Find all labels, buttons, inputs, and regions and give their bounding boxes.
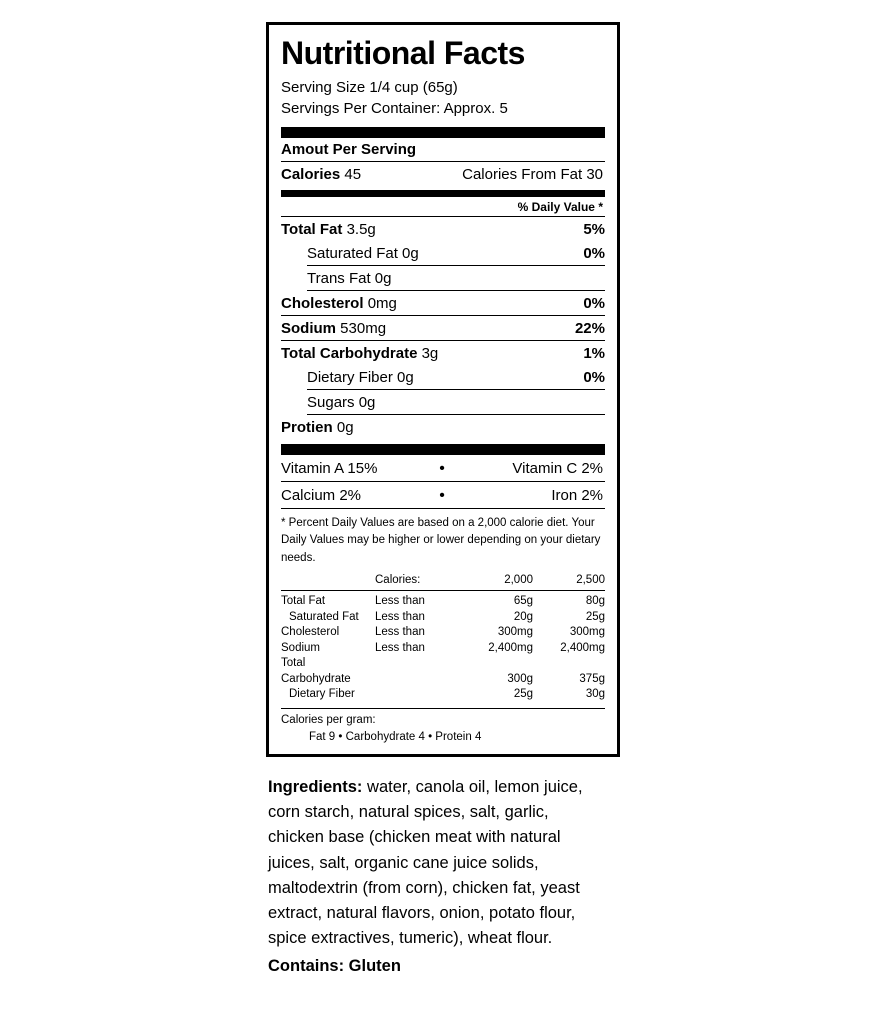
calories-from-fat: Calories From Fat 30 bbox=[462, 166, 603, 184]
nutrient-row-protein bbox=[281, 415, 605, 439]
nutrient-name bbox=[281, 345, 438, 362]
serving-size-text: Serving Size 1/4 cup (65g) bbox=[281, 78, 458, 96]
table-row bbox=[281, 625, 605, 641]
iron: Iron 2% bbox=[551, 487, 604, 505]
dv-row-name: Total Carbohydrate bbox=[281, 657, 351, 685]
dv-row-name: Saturated Fat bbox=[289, 610, 359, 623]
calcium: Calcium 2% bbox=[281, 487, 362, 505]
calories-per-gram-heading: Calories per gram: bbox=[281, 713, 376, 726]
nutrient-name bbox=[281, 295, 397, 312]
dv-row-2500: 25g bbox=[585, 610, 605, 623]
nutrient-dv: 22% bbox=[574, 320, 605, 338]
table-row bbox=[281, 591, 605, 610]
dv-row-2500: 375g bbox=[579, 672, 605, 685]
nutrient-row-total-fat bbox=[281, 216, 605, 241]
calories-label-text: Calories bbox=[281, 166, 341, 184]
ingredients-text: water, canola oil, lemon juice, corn starch, natural spices, salt, garlic, chicken base (chicken meat with natural juices, salt, organic cane juice solids, maltodextrin (from corn), chicken fat, yeast extract, natural flavors, onion, potato flour, spice extractives, tumeric), wheat flour. bbox=[268, 778, 583, 948]
dv-row-name: Sodium bbox=[281, 641, 320, 654]
dv-row-name: Total Fat bbox=[281, 595, 326, 608]
ingredients-heading: Ingredients: bbox=[268, 778, 363, 796]
nutrient-dv: 5% bbox=[583, 221, 605, 239]
nutrient-dv: 0% bbox=[583, 245, 605, 263]
servings-per-container-text: Servings Per Container: Approx. 5 bbox=[281, 100, 508, 118]
divider-thick-bottom bbox=[281, 444, 605, 455]
divider-medium-1 bbox=[281, 190, 605, 197]
calories-per-gram-detail: Fat 9 • Carbohydrate 4 • Protein 4 bbox=[309, 731, 482, 744]
table-row bbox=[281, 656, 605, 687]
dv-table-header-2500: 2,500 bbox=[576, 573, 605, 586]
ingredients-block bbox=[268, 775, 598, 979]
dv-row-qualifier bbox=[375, 656, 461, 687]
dv-row-name: Cholesterol bbox=[281, 626, 340, 639]
nutrient-row-sodium bbox=[281, 315, 605, 340]
dv-row-qualifier: Less than bbox=[375, 595, 425, 608]
dv-table-header-2000: 2,000 bbox=[504, 573, 533, 586]
nutrient-amount: 3.5g bbox=[346, 221, 376, 239]
dv-row-2000: 25g bbox=[513, 688, 533, 701]
calories-row bbox=[281, 161, 605, 186]
nutrient-name bbox=[281, 419, 354, 436]
nutrient-name: Trans Fat 0g bbox=[307, 270, 392, 288]
nutrient-row-sugars bbox=[281, 390, 605, 414]
calories-label bbox=[281, 166, 361, 183]
dv-row-2000: 20g bbox=[513, 610, 533, 623]
nutrient-name: Dietary Fiber 0g bbox=[307, 369, 414, 387]
nutrient-amount: 0g bbox=[336, 419, 354, 437]
nutrient-name-bold: Sodium bbox=[281, 320, 336, 338]
dv-row-qualifier: Less than bbox=[375, 626, 425, 639]
amount-per-serving-label: Amout Per Serving bbox=[281, 141, 417, 159]
nutrient-row-trans-fat bbox=[281, 266, 605, 290]
nutrient-amount: 0mg bbox=[367, 295, 397, 313]
nutrient-row-cholesterol bbox=[281, 291, 605, 315]
nutrient-row-total-carbohydrate bbox=[281, 340, 605, 365]
nutrient-name: Sugars 0g bbox=[307, 394, 376, 412]
nutrient-name-bold: Total Carbohydrate bbox=[281, 345, 418, 363]
nutrient-dv: 0% bbox=[583, 295, 605, 313]
nutrient-dv: 1% bbox=[583, 345, 605, 363]
dv-row-2000: 300g bbox=[507, 672, 533, 685]
nutrient-name-bold: Protien bbox=[281, 419, 333, 437]
daily-value-footnote: * Percent Daily Values are based on a 2,000 calorie diet. Your Daily Values may be higher or lower depending on your dietary needs. bbox=[281, 508, 605, 573]
nutrient-amount: 3g bbox=[421, 345, 439, 363]
nutrient-row-dietary-fiber bbox=[281, 365, 605, 389]
vitamin-a: Vitamin A 15% bbox=[281, 460, 378, 478]
dv-row-2500: 300mg bbox=[569, 626, 605, 639]
bullet-separator-icon: • bbox=[439, 460, 445, 478]
nutrient-name: Saturated Fat 0g bbox=[307, 245, 419, 263]
dv-row-name: Dietary Fiber bbox=[289, 688, 355, 701]
table-row bbox=[281, 687, 605, 703]
vitamin-row-1 bbox=[281, 455, 605, 481]
nutrition-facts-panel bbox=[266, 22, 620, 757]
nutrient-row-saturated-fat bbox=[281, 241, 605, 265]
nutrient-name bbox=[281, 221, 376, 238]
vitamin-c: Vitamin C 2% bbox=[512, 460, 604, 478]
table-header-row bbox=[281, 573, 605, 591]
nutrient-name bbox=[281, 320, 386, 337]
nutrient-amount: 530mg bbox=[340, 320, 387, 338]
nutrient-name-bold: Total Fat bbox=[281, 221, 343, 239]
dv-row-2000: 300mg bbox=[497, 626, 533, 639]
divider-thick-top bbox=[281, 127, 605, 138]
daily-value-header: % Daily Value * bbox=[517, 200, 603, 215]
dv-row-2500: 2,400mg bbox=[560, 641, 605, 654]
dv-row-qualifier: Less than bbox=[375, 641, 425, 654]
table-row bbox=[281, 610, 605, 626]
table-row bbox=[281, 641, 605, 657]
dv-row-qualifier bbox=[375, 687, 461, 703]
nutrient-dv: 0% bbox=[583, 369, 605, 387]
contains-allergen-statement: Contains: Gluten bbox=[268, 956, 401, 975]
dv-row-2000: 2,400mg bbox=[488, 641, 533, 654]
daily-value-reference-table bbox=[281, 573, 605, 703]
calories-value: 45 bbox=[344, 166, 362, 184]
calories-per-gram-block bbox=[281, 708, 605, 747]
dv-table-header-calories: Calories: bbox=[375, 573, 421, 586]
dv-row-qualifier: Less than bbox=[375, 610, 425, 623]
bullet-separator-icon: • bbox=[439, 487, 445, 505]
dv-row-2500: 30g bbox=[585, 688, 605, 701]
page-title: Nutritional Facts bbox=[281, 35, 525, 71]
dv-table-corner bbox=[281, 573, 375, 591]
dv-row-2500: 80g bbox=[585, 595, 605, 608]
dv-row-2000: 65g bbox=[513, 595, 533, 608]
vitamin-row-2 bbox=[281, 481, 605, 508]
nutrient-name-bold: Cholesterol bbox=[281, 295, 364, 313]
